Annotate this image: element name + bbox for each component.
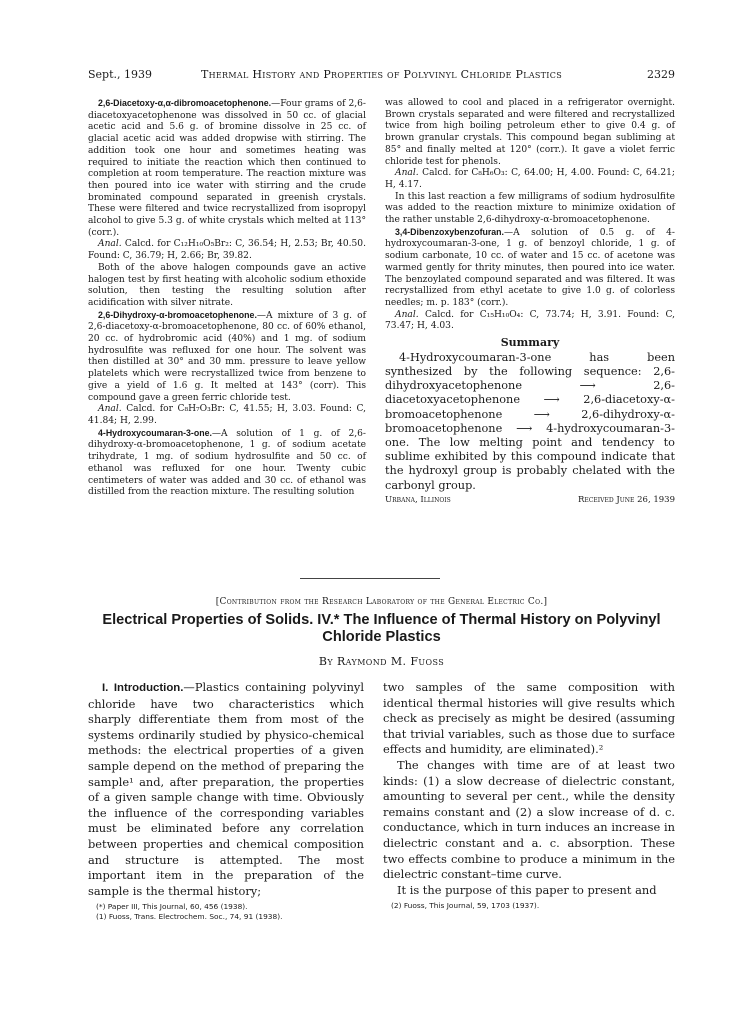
body-paragraph-3: It is the purpose of this paper to present and [397, 882, 657, 897]
paragraph-hydrosulfite: In this last reaction a few milligrams of sodium hydrosulfite was added to the reaction mixture to minimize oxidation of the rather unstable 2,6-dihydroxy-α-bromoacetophenone. [385, 191, 675, 226]
left-column [88, 98, 366, 499]
analysis-dibenzoxy: Anal. Calcd. for C₁₅H₁₀O₄: C, 73.74; H, 3.91. Found: C, 73.47; H, 4.03. [385, 309, 675, 332]
compound-heading: 3,4-Dibenzoxybenzofuran. [395, 226, 504, 237]
paragraph-dibromo: 2,6-Diacetoxy-α,α-dibromoacetophenone.—Four grams of 2,6-diacetoxyacetophenone was dissolved in 50 cc. of glacial acetic acid and 5.6 g. of bromine dissolve in 25 cc. of glacial acetic acid was added dropwise with stirring. The addition took one hour and sometimes heating was required to initiate the reaction which then continued to completion at room temperature. The reaction mixture was then poured into ice water with stirring and the crude brominated compound separated in greenish crystals. These were filtered and twice recrystallized from isopropyl alcohol to give 5.3 g. of white crystals which melted at 113° (corr.). [88, 98, 366, 238]
paragraph-continuation: was allowed to cool and placed in a refrigerator overnight. Brown crystals separated and were filtered and recrystallized twice from high boiling petroleum ether to give 0.4 g. of brown granular crystals. This compound began subliming at 85° and finally melted at 120° (corr.). It gave a violet ferric chloride test for phenols. [385, 98, 675, 167]
paragraph-halogen-test: Both of the above halogen compounds gave an active halogen test by first heating with alcoholic sodium ethoxide solution, then testing the resulting solution after acidification with silver nitrate. [88, 262, 366, 308]
compound-heading: 2,6-Diacetoxy-α,α-dibromoacetophenone. [98, 98, 272, 108]
running-title: Thermal History and Properties of Polyvinyl Chloride Plastics [201, 68, 562, 81]
intro-paragraph: I. Introduction.—Plastics containing polyvinyl chloride have two characteristics which sharply differentiate them from most of the systems ordinarily studied by physico-chemical methods: the electrical properties of a given sample depend on the method of preparing the sample¹ and, after preparation, the properties of a given sample change with time. Obviously the influence of the corresponding variables must be eliminated before any correlation between properties and chemical composition and structure is attempted. The most important item in the preparation of the sample is the thermal history; [88, 680, 364, 898]
article-title: Electrical Properties of Solids. IV.* The Influence of Thermal History on Polyvinyl Chloride Plastics [102, 612, 661, 645]
footnote-star: (*) Paper III, This Journal, 60, 456 (1938). [96, 902, 248, 912]
paragraph-dihydroxy-bromo: 2,6-Dihydroxy-α-bromoacetophenone.—A mixture of 3 g. of 2,6-diacetoxy-α-bromoacetophenone, 80 cc. of 60% ethanol, 20 cc. of hydrobromic acid (40%) and 1 mg. of sodium hydrosulfite was refluxed for one hour. The solvent was then distilled at 30° and 30 mm. pressure to leave yellow platelets which were recrystallized twice from benzene to give a yield of 1.6 g. It melted at 143° (corr). This compound gave a green ferric chloride test. [88, 309, 366, 403]
section-divider [300, 578, 440, 579]
body-right-column [383, 680, 675, 911]
signature-line [385, 495, 675, 507]
paragraph-dibenzoxy: 3,4-Dibenzoxybenzofuran.—A solution of 0.5 g. of 4-hydroxycoumaran-3-one, 1 g. of benzoyl chloride, 1 g. of sodium carbonate, 10 cc. of water and 15 cc. of acetone was warmed gently for thrity minutes, then poured into ice water. The benzoylated compound separated and was filtered. It was recrystallized from ethyl acetate to give 1.0 g. of colorless needles; m. p. 183° (corr.). [385, 226, 675, 308]
compound-heading: 2,6-Dihydroxy-α-bromoacetophenone. [98, 309, 257, 320]
compound-heading: 4-Hydroxycoumaran-3-one. [98, 427, 212, 438]
body-left-column [88, 680, 364, 922]
analysis-coumaranone: Anal. Calcd. for C₈H₆O₃: C, 64.00; H, 4.00. Found: C, 64.21; H, 4.17. [385, 168, 675, 190]
contribution-line: [Contribution from the Research Laboratory of the General Electric Co.] [215, 597, 548, 607]
summary-heading: Summary [500, 336, 560, 350]
analysis-dibromo: Anal. Calcd. for C₁₂H₁₀O₅Br₂: C, 36.54; H, 2.53; Br, 40.50. Found: C, 36.79; H, 2.66; Br, 39.82. [88, 239, 366, 262]
footnotes-right [383, 901, 675, 911]
header-date: Sept., 1939 [88, 68, 152, 81]
analysis-dihydroxy-bromo: Anal. Calcd. for C₈H₇O₃Br: C, 41.55; H, 3.03. Found: C, 41.84; H, 2.99. [88, 404, 366, 426]
footnote-2: (2) Fuoss, This Journal, 59, 1703 (1937). [391, 901, 540, 911]
sig-place: Urbana, Illinois [385, 494, 451, 505]
right-column [385, 98, 675, 507]
summary-text: 4-Hydroxycoumaran-3-one has been synthesized by the following sequence: 2,6-dihydroxyacetophenone ⟶ 2,6-diacetoxyacetophenone ⟶ 2,6-diacetoxy-α-bromoacetophenone ⟶ 2,6-dihydroxy-α-bromoacetophenone ⟶ 4-hydroxycoumaran-3-one. The low melting point and tendency to sublime exhibited by this compound indicate that the hydroxyl group is probably chelated with the carbonyl group. [385, 350, 675, 492]
footnote-1: (1) Fuoss, Trans. Electrochem. Soc., 74, 91 (1938). [96, 911, 283, 921]
author-byline: By Raymond M. Fuoss [318, 655, 445, 668]
footnotes-left [88, 902, 364, 921]
body-paragraph-2: The changes with time are of at least two kinds: (1) a slow decrease of dielectric constant, amounting to several per cent., while the density remains constant and (2) a slow increase of d. c. conductance, which in turn induces an increase in dielectric constant and a. c. absorption. These two effects combine to produce a minimum in the dielectric constant–time curve. [383, 757, 675, 882]
page-header [88, 68, 675, 84]
page-number: 2329 [647, 68, 675, 81]
paragraph-coumaranone: 4-Hydroxycoumaran-3-one.—A solution of 1 g. of 2,6-dihydroxy-α-bromoacetophenone, 1 g. of sodium acetate trihydrate, 1 mg. of sodium hydrosulfite and 50 cc. of ethanol was refluxed for one hour. Twenty cubic centimeters of water was added and 30 cc. of ethanol was distilled from the reaction mixture. The resulting solution [88, 427, 366, 498]
section-heading: I. Introduction. [102, 682, 184, 694]
body-paragraph-1: two samples of the same composition with identical thermal histories will give results which check as precisely as might be desired (assuming that trivial variables, such as those due to surface effects and humidity, are eliminated).² [383, 680, 675, 757]
sig-received: Received June 26, 1939 [578, 494, 675, 505]
